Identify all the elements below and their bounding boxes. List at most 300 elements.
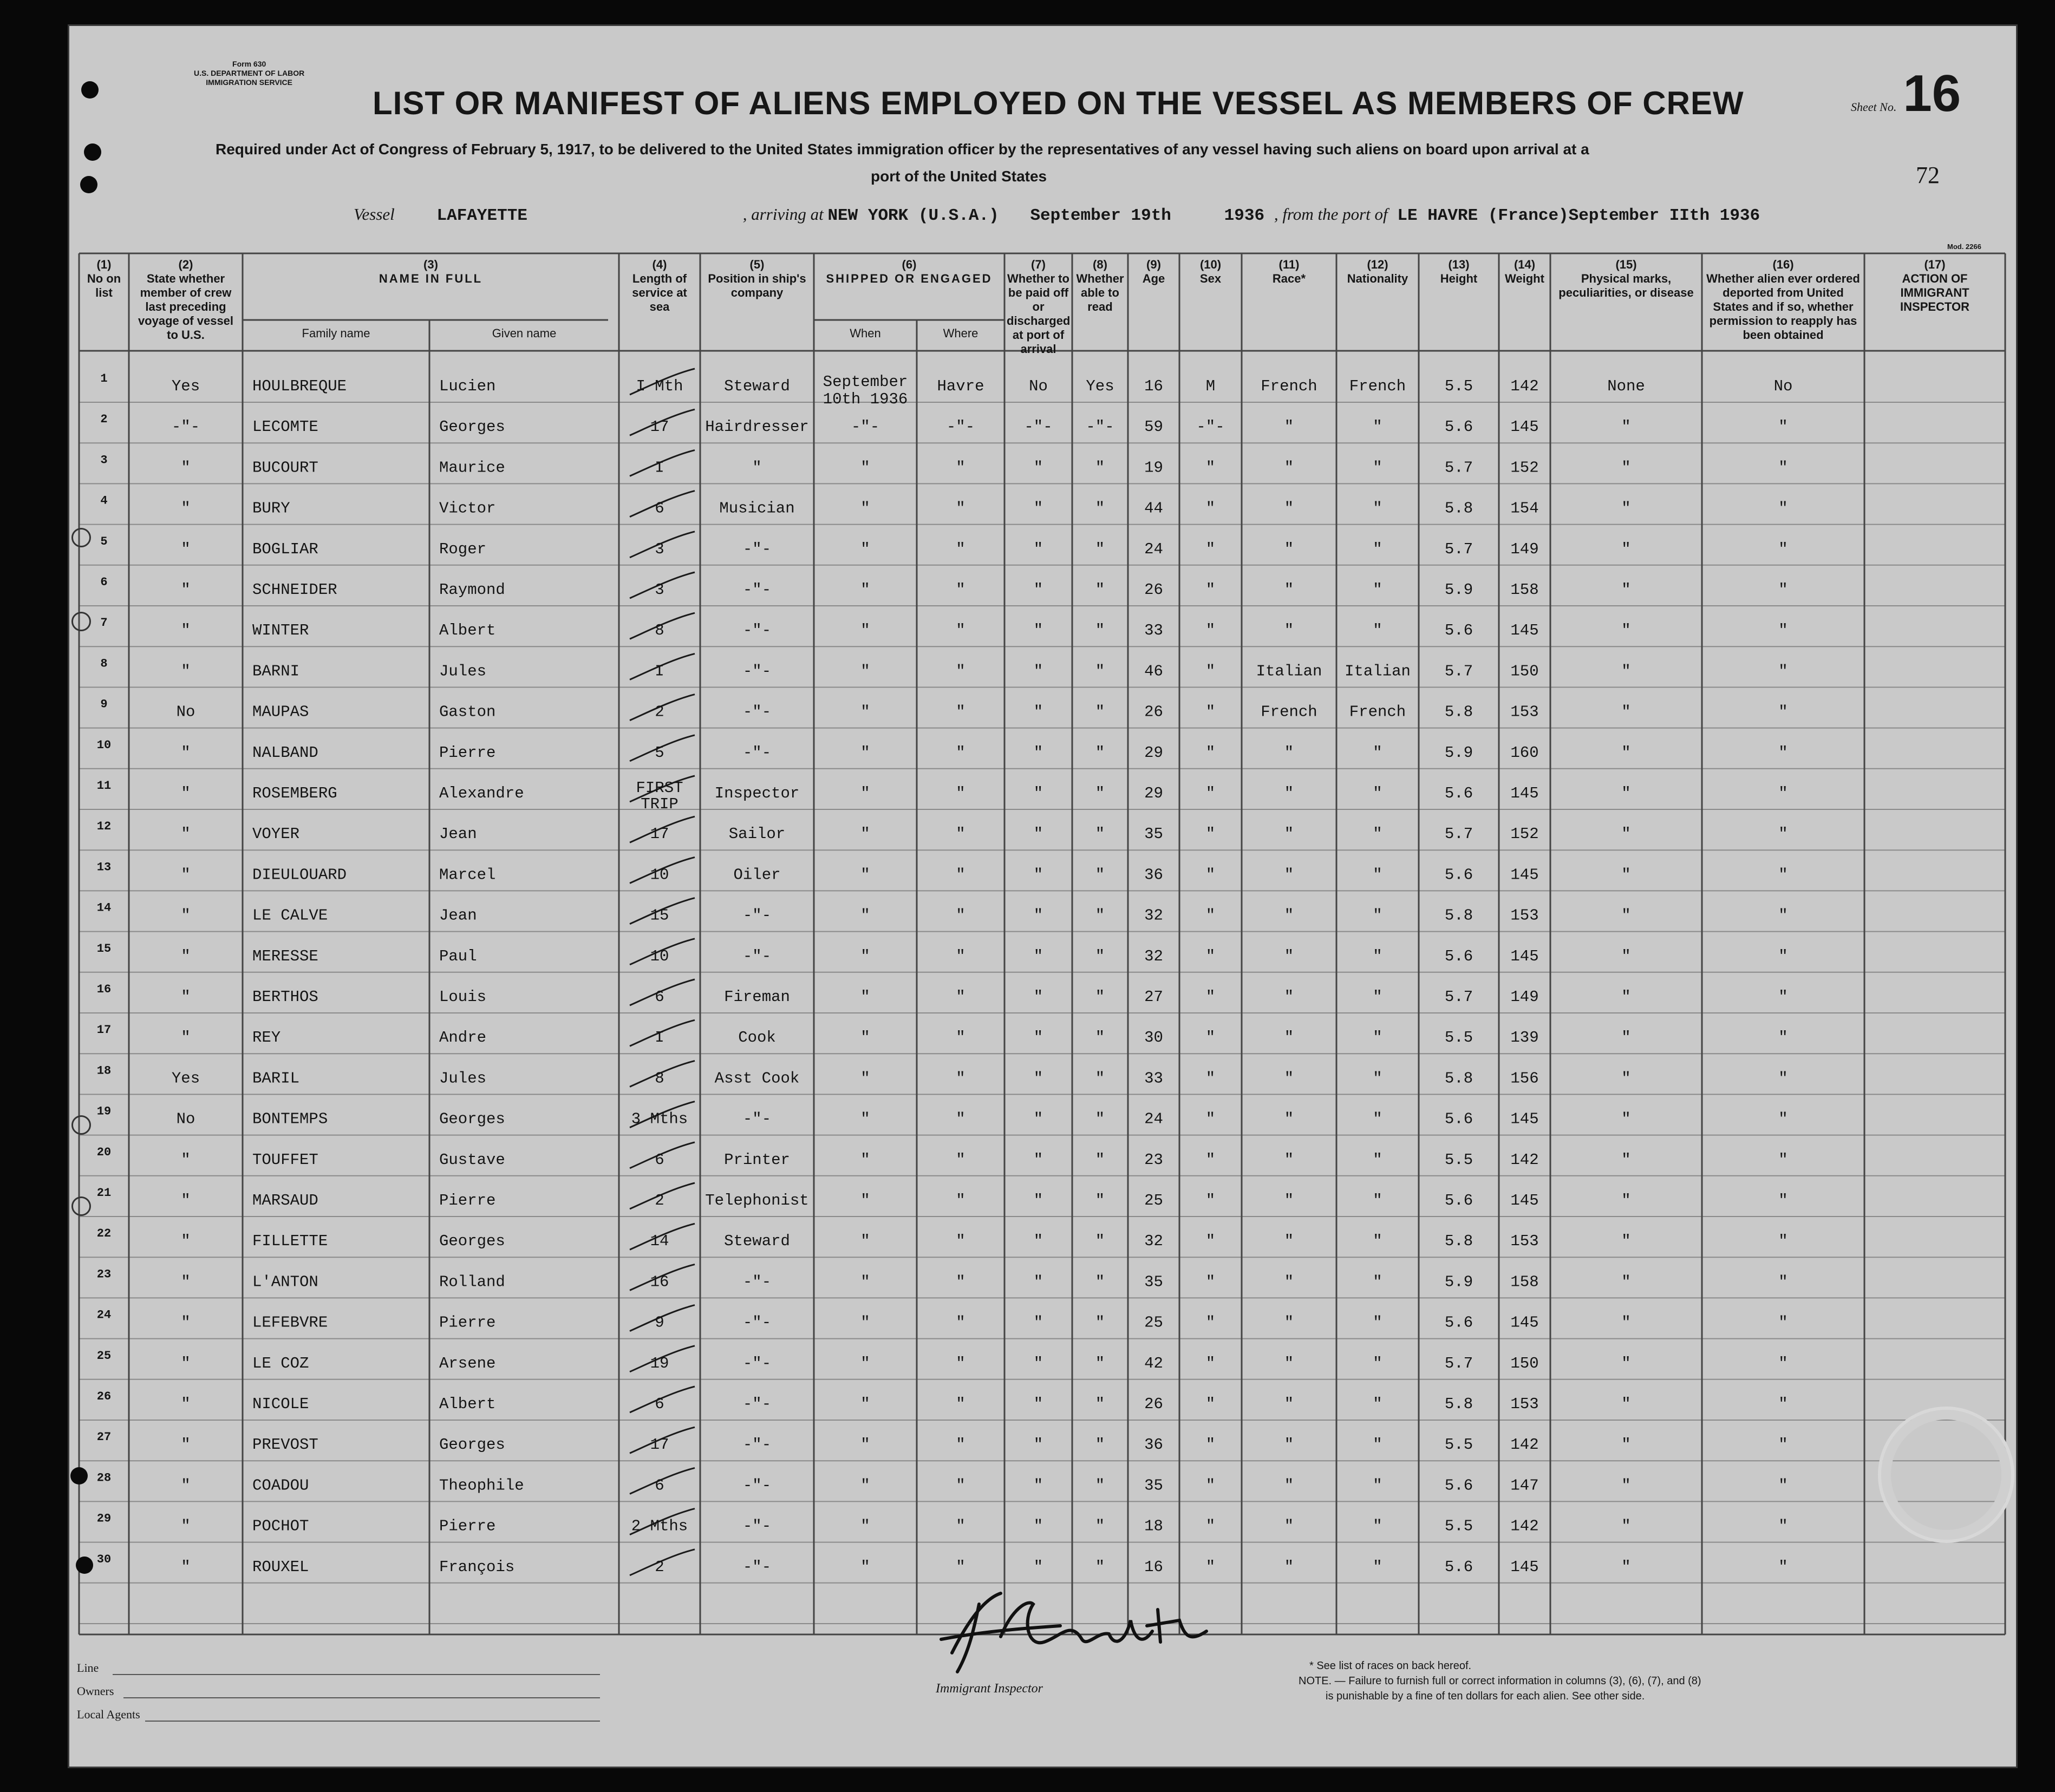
cell-11: " xyxy=(1205,1232,1216,1251)
cell-6: " xyxy=(860,1192,870,1209)
cell-2: LE CALVE xyxy=(252,906,328,925)
cell-3: Theophile xyxy=(439,1476,524,1495)
cell-6: " xyxy=(860,1029,870,1047)
cell-1: " xyxy=(181,988,191,1006)
cell-17: " xyxy=(1778,1232,1788,1251)
column-number: (11) xyxy=(1278,258,1300,271)
cell-4: 17 xyxy=(650,825,669,843)
arriving-label: , arriving at xyxy=(742,205,824,224)
cell-9: " xyxy=(1095,1436,1105,1454)
column-label: Whether alien ever ordered deported from United States and if so, whether permission to reapply has been obtained xyxy=(1706,272,1860,342)
cell-12: " xyxy=(1284,499,1294,518)
cell-1: Yes xyxy=(171,377,200,395)
column-subheader: Family name xyxy=(302,326,370,340)
cell-5: -"- xyxy=(742,581,772,599)
cell-3: Albert xyxy=(439,1395,496,1413)
cell-11: " xyxy=(1205,784,1216,802)
cell-2: MARSAUD xyxy=(252,1192,318,1209)
vessel-label: Vessel xyxy=(354,205,395,224)
column-label: Height xyxy=(1440,272,1478,285)
cell-6: " xyxy=(860,1273,870,1291)
cell-12: " xyxy=(1284,1029,1294,1047)
cell-13: " xyxy=(1373,988,1382,1006)
cell-13: " xyxy=(1373,459,1382,477)
cell-7: " xyxy=(956,1395,965,1413)
cell-2: REY xyxy=(252,1029,281,1047)
cell-3: François xyxy=(439,1558,515,1576)
cell-10: 25 xyxy=(1144,1192,1163,1209)
cell-2: BUCOURT xyxy=(252,459,318,477)
cell-10: 26 xyxy=(1144,703,1163,721)
cell-10: 29 xyxy=(1144,743,1163,762)
cell-6: " xyxy=(860,1354,870,1372)
binder-hole xyxy=(76,1556,93,1574)
cell-15: 156 xyxy=(1510,1069,1539,1088)
cell-5: -"- xyxy=(742,743,772,762)
cell-6: September xyxy=(823,373,908,391)
cell-17: " xyxy=(1778,1029,1788,1047)
cell-1: " xyxy=(181,459,191,477)
cell-16: " xyxy=(1621,1069,1631,1088)
cell-10: 36 xyxy=(1144,866,1163,884)
requirement-line-2: port of the United States xyxy=(871,168,1047,185)
cell-5: -"- xyxy=(742,662,772,681)
cell-5: -"- xyxy=(742,906,772,925)
cell-15: 149 xyxy=(1510,988,1539,1006)
cell-12: " xyxy=(1284,1558,1294,1576)
cell-11: " xyxy=(1205,459,1216,477)
cell-10: 32 xyxy=(1144,1232,1163,1251)
form-line: IMMIGRATION SERVICE xyxy=(206,78,292,87)
cell-5: -"- xyxy=(742,703,772,721)
cell-3: Georges xyxy=(439,1232,505,1251)
cell-10: 44 xyxy=(1144,499,1163,518)
cell-3: Georges xyxy=(439,1436,505,1454)
column-header xyxy=(1419,258,1499,286)
cell-1: " xyxy=(181,866,191,884)
cell-7: " xyxy=(956,1110,965,1128)
cell-0: 23 xyxy=(96,1267,112,1281)
cell-3: Jules xyxy=(439,662,487,681)
cell-10: 27 xyxy=(1144,988,1163,1006)
column-subheader: Given name xyxy=(492,326,557,340)
cell-5: -"- xyxy=(742,1395,772,1413)
cell-7: " xyxy=(956,784,965,802)
cell-17: No xyxy=(1773,377,1793,395)
cell-8: " xyxy=(1033,1232,1043,1251)
cell-15: 150 xyxy=(1510,1354,1539,1372)
form-line: Form 630 xyxy=(232,60,266,68)
cell-4: 6 xyxy=(655,1150,664,1169)
cell-5: -"- xyxy=(742,1517,772,1535)
cell-17: " xyxy=(1778,499,1788,518)
cell-0: 3 xyxy=(100,453,108,467)
column-number: (6) xyxy=(902,258,917,271)
column-label: Length of service at sea xyxy=(632,272,687,313)
cell-0: 28 xyxy=(96,1471,112,1485)
cell-1: " xyxy=(181,1192,191,1209)
cell-1: " xyxy=(181,1150,191,1169)
cell-16: " xyxy=(1621,1313,1631,1332)
cell-7: " xyxy=(956,1069,965,1088)
cell-12: " xyxy=(1284,1313,1294,1332)
column-number: (1) xyxy=(96,258,112,271)
cell-12: " xyxy=(1284,1436,1294,1454)
cell-11: " xyxy=(1205,1029,1216,1047)
cell-2: MERESSE xyxy=(252,947,318,965)
cell-13: " xyxy=(1373,418,1382,436)
cell-14: 5.8 xyxy=(1444,1069,1473,1088)
cell-5: Fireman xyxy=(724,988,790,1006)
cell-3: Jean xyxy=(439,825,477,843)
cell-17: " xyxy=(1778,988,1788,1006)
cell-16: " xyxy=(1621,1354,1631,1372)
cell-1: " xyxy=(181,825,191,843)
cell-5: " xyxy=(752,459,762,477)
cell-17: " xyxy=(1778,540,1788,558)
cell-7: " xyxy=(956,1150,965,1169)
cell-10: 23 xyxy=(1144,1150,1163,1169)
cell-14: 5.6 xyxy=(1444,1110,1473,1128)
cell-15: 145 xyxy=(1510,947,1539,965)
cell-2: DIEULOUARD xyxy=(252,866,347,884)
cell-15: 145 xyxy=(1510,418,1539,436)
cell-4: 5 xyxy=(655,743,664,762)
cell-16: " xyxy=(1621,581,1631,599)
cell-4: 10 xyxy=(650,866,669,884)
footer-owners-label: Owners xyxy=(77,1684,114,1698)
cell-14: 5.7 xyxy=(1444,662,1473,681)
cell-11: " xyxy=(1205,1395,1216,1413)
cell-14: 5.7 xyxy=(1444,540,1473,558)
column-number: (8) xyxy=(1093,258,1107,271)
cell-8: " xyxy=(1033,540,1043,558)
cell-12: " xyxy=(1284,784,1294,802)
cell-8: " xyxy=(1033,743,1043,762)
column-label: ACTION OF IMMIGRANT INSPECTOR xyxy=(1900,272,1969,313)
cell-10: 25 xyxy=(1144,1313,1163,1332)
cell-12: " xyxy=(1284,825,1294,843)
cell-10: 16 xyxy=(1144,1558,1163,1576)
cell-16: " xyxy=(1621,1436,1631,1454)
cell-8: " xyxy=(1033,1313,1043,1332)
cell-7: " xyxy=(956,1354,965,1372)
cell-6: -"- xyxy=(851,418,880,436)
cell-12: " xyxy=(1284,1476,1294,1495)
cell-9: " xyxy=(1095,1069,1105,1088)
cell-2: BURY xyxy=(252,499,290,518)
cell-9: " xyxy=(1095,1517,1105,1535)
cell-5: -"- xyxy=(742,1273,772,1291)
cell-2: L'ANTON xyxy=(252,1273,318,1291)
cell-9: " xyxy=(1095,1273,1105,1291)
cell-14: 5.8 xyxy=(1444,906,1473,925)
cell-8: " xyxy=(1033,1517,1043,1535)
cell-11: " xyxy=(1205,622,1216,640)
cell-10: 26 xyxy=(1144,581,1163,599)
cell-7: " xyxy=(956,1029,965,1047)
column-number: (2) xyxy=(178,258,193,271)
cell-4: 2 xyxy=(655,1558,664,1576)
cell-5: Steward xyxy=(724,377,790,395)
cell-1: " xyxy=(181,1476,191,1495)
cell-17: " xyxy=(1778,1558,1788,1576)
cell-0: 13 xyxy=(96,860,112,874)
cell-4: 2 xyxy=(655,1192,664,1209)
cell-7: " xyxy=(956,825,965,843)
cell-0: 5 xyxy=(100,534,108,548)
cell-13: " xyxy=(1373,581,1382,599)
cell-5: Steward xyxy=(724,1232,790,1251)
cell-12: " xyxy=(1284,1232,1294,1251)
column-label: Age xyxy=(1142,272,1165,285)
cell-6: " xyxy=(860,906,870,925)
cell-16: " xyxy=(1621,540,1631,558)
cell-4: I xyxy=(655,459,664,477)
cell-10: 33 xyxy=(1144,1069,1163,1088)
cell-3: Pierre xyxy=(439,1192,496,1209)
cell-14: 5.9 xyxy=(1444,1273,1473,1291)
cell-1: " xyxy=(181,540,191,558)
embossed-seal xyxy=(1878,1407,2014,1543)
cell-9: " xyxy=(1095,703,1105,721)
footer-agents-label: Local Agents xyxy=(77,1708,140,1721)
cell-6: " xyxy=(860,1110,870,1128)
cell-10: 35 xyxy=(1144,1273,1163,1291)
cell-4: 16 xyxy=(650,1273,669,1291)
cell-10: 24 xyxy=(1144,1110,1163,1128)
column-header xyxy=(1336,258,1419,286)
cell-15: 152 xyxy=(1510,459,1539,477)
cell-14: 5.5 xyxy=(1444,1517,1473,1535)
cell-6: " xyxy=(860,1558,870,1576)
column-number: (5) xyxy=(749,258,765,271)
cell-9: " xyxy=(1095,784,1105,802)
column-label: NAME IN FULL xyxy=(379,272,483,285)
cell-11: " xyxy=(1205,662,1216,681)
cell-15: 152 xyxy=(1510,825,1539,843)
cell-12: " xyxy=(1284,622,1294,640)
cell-14: 5.6 xyxy=(1444,947,1473,965)
cell-14: 5.8 xyxy=(1444,1395,1473,1413)
cell-7: " xyxy=(956,1232,965,1251)
cell-14: 5.5 xyxy=(1444,1150,1473,1169)
cell-4: 2 Mths xyxy=(631,1517,688,1535)
column-header xyxy=(619,258,700,314)
cell-3: Louis xyxy=(439,988,487,1006)
page-title: LIST OR MANIFEST OF ALIENS EMPLOYED ON THE VESSEL AS MEMBERS OF CREW xyxy=(373,85,1744,121)
cell-17: " xyxy=(1778,622,1788,640)
cell-11: " xyxy=(1205,1273,1216,1291)
cell-16: " xyxy=(1621,459,1631,477)
cell-0: 11 xyxy=(96,779,112,793)
cell-8: " xyxy=(1033,1029,1043,1047)
cell-15: 158 xyxy=(1510,581,1539,599)
cell-15: 145 xyxy=(1510,1558,1539,1576)
cell-8: " xyxy=(1033,1110,1043,1128)
cell-0: 25 xyxy=(96,1349,112,1363)
cell-13: " xyxy=(1373,743,1382,762)
footer-line-rule xyxy=(113,1674,600,1675)
cell-3: Lucien xyxy=(439,377,496,395)
cell-1: " xyxy=(181,1395,191,1413)
cell-4: 6 xyxy=(655,988,664,1006)
cell-13: " xyxy=(1373,1029,1382,1047)
cell-2: VOYER xyxy=(252,825,300,843)
cell-15: 145 xyxy=(1510,1192,1539,1209)
cell-8: " xyxy=(1033,906,1043,925)
cell-2: TOUFFET xyxy=(252,1150,318,1169)
column-number: (10) xyxy=(1199,258,1222,271)
cell-10: 32 xyxy=(1144,947,1163,965)
cell-10: 16 xyxy=(1144,377,1163,395)
inspector-signature xyxy=(919,1588,1223,1680)
column-number: (12) xyxy=(1367,258,1388,271)
cell-2: SCHNEIDER xyxy=(252,581,337,599)
cell-9: " xyxy=(1095,866,1105,884)
cell-4: I xyxy=(655,1029,664,1047)
cell-4: 3 xyxy=(655,581,664,599)
cell-15: 142 xyxy=(1510,377,1539,395)
cell-3: Maurice xyxy=(439,459,505,477)
cell-9: Yes xyxy=(1086,377,1114,395)
cell-8: " xyxy=(1033,988,1043,1006)
cell-4: I Mth xyxy=(636,377,683,395)
cell-13: " xyxy=(1373,499,1382,518)
cell-6: " xyxy=(860,1395,870,1413)
cell-3: Pierre xyxy=(439,1517,496,1535)
cell-9: " xyxy=(1095,459,1105,477)
cell-6: 10th 1936 xyxy=(823,390,908,408)
cell-17: " xyxy=(1778,906,1788,925)
cell-3: Gustave xyxy=(439,1150,505,1169)
cell-5: -"- xyxy=(742,540,772,558)
cell-8: " xyxy=(1033,1150,1043,1169)
footer-owners-rule xyxy=(123,1697,600,1698)
cell-8: " xyxy=(1033,662,1043,681)
cell-3: Marcel xyxy=(439,866,496,884)
vessel-name: LAFAYETTE xyxy=(436,206,527,225)
cell-0: 22 xyxy=(96,1227,112,1241)
binder-hole xyxy=(71,612,91,631)
cell-2: BERTHOS xyxy=(252,988,318,1006)
cell-0: 16 xyxy=(96,983,112,996)
cell-1: " xyxy=(181,1354,191,1372)
cell-10: 26 xyxy=(1144,1395,1163,1413)
cell-2: BONTEMPS xyxy=(252,1110,328,1128)
cell-4: 3 xyxy=(655,540,664,558)
cell-7: " xyxy=(956,459,965,477)
cell-12: French xyxy=(1261,377,1317,395)
cell-16: " xyxy=(1621,866,1631,884)
sheet-value: 16 xyxy=(1903,64,1961,122)
cell-15: 145 xyxy=(1510,1110,1539,1128)
cell-15: 142 xyxy=(1510,1517,1539,1535)
cell-9: " xyxy=(1095,622,1105,640)
cell-8: " xyxy=(1033,581,1043,599)
cell-14: 5.5 xyxy=(1444,1436,1473,1454)
cell-2: LECOMTE xyxy=(252,418,318,436)
column-label: SHIPPED OR ENGAGED xyxy=(826,272,993,285)
cell-7: Havre xyxy=(937,377,984,395)
cell-5: Sailor xyxy=(728,825,786,843)
cell-1: " xyxy=(181,1517,191,1535)
column-header xyxy=(1179,258,1242,286)
cell-11: " xyxy=(1205,1069,1216,1088)
cell-7: " xyxy=(956,581,965,599)
cell-2: POCHOT xyxy=(252,1517,309,1535)
cell-1: " xyxy=(181,1436,191,1454)
cell-9: " xyxy=(1095,1232,1105,1251)
cell-17: " xyxy=(1778,1110,1788,1128)
cell-7: " xyxy=(956,1436,965,1454)
cell-3: Jean xyxy=(439,906,477,925)
cell-12: " xyxy=(1284,1273,1294,1291)
cell-2: WINTER xyxy=(252,622,309,640)
cell-17: " xyxy=(1778,1476,1788,1495)
cell-1: " xyxy=(181,784,191,802)
cell-14: 5.6 xyxy=(1444,1476,1473,1495)
binder-hole xyxy=(80,176,97,193)
cell-11: " xyxy=(1205,581,1216,599)
cell-16: " xyxy=(1621,703,1631,721)
cell-6: " xyxy=(860,1436,870,1454)
cell-15: 153 xyxy=(1510,1395,1539,1413)
cell-4: 14 xyxy=(650,1232,669,1251)
cell-4: 8 xyxy=(655,622,664,640)
cell-16: " xyxy=(1621,825,1631,843)
cell-17: " xyxy=(1778,784,1788,802)
cell-0: 21 xyxy=(96,1186,112,1200)
cell-16: " xyxy=(1621,1192,1631,1209)
cell-3: Paul xyxy=(439,947,477,965)
cell-5: Hairdresser xyxy=(705,418,809,436)
binder-hole xyxy=(71,1115,91,1135)
cell-7: " xyxy=(956,1313,965,1332)
cell-10: 32 xyxy=(1144,906,1163,925)
cell-10: 36 xyxy=(1144,1436,1163,1454)
binder-hole xyxy=(84,143,101,161)
cell-4: I xyxy=(655,662,664,681)
cell-17: " xyxy=(1778,703,1788,721)
cell-5: Cook xyxy=(738,1029,776,1047)
cell-15: 145 xyxy=(1510,1313,1539,1332)
cell-8: -"- xyxy=(1024,418,1053,436)
mod-number: Mod. 2266 xyxy=(1947,243,1981,251)
cell-7: " xyxy=(956,988,965,1006)
cell-8: " xyxy=(1033,459,1043,477)
footer-line-label: Line xyxy=(77,1661,99,1675)
cell-10: 59 xyxy=(1144,418,1163,436)
column-header xyxy=(1072,258,1128,314)
cell-11: " xyxy=(1205,947,1216,965)
cell-11: " xyxy=(1205,1476,1216,1495)
cell-12: " xyxy=(1284,947,1294,965)
departure-date: September IIth 1936 xyxy=(1568,206,1760,225)
cell-15: 153 xyxy=(1510,906,1539,925)
cell-12: " xyxy=(1284,1354,1294,1372)
cell-13: " xyxy=(1373,1395,1382,1413)
cell-17: " xyxy=(1778,662,1788,681)
cell-3: Victor xyxy=(439,499,496,518)
cell-17: " xyxy=(1778,866,1788,884)
cell-5: -"- xyxy=(742,1558,772,1576)
column-label: Race* xyxy=(1272,272,1306,285)
cell-10: 30 xyxy=(1144,1029,1163,1047)
cell-9: " xyxy=(1095,1192,1105,1209)
cell-1: " xyxy=(181,947,191,965)
cell-1: " xyxy=(181,1313,191,1332)
